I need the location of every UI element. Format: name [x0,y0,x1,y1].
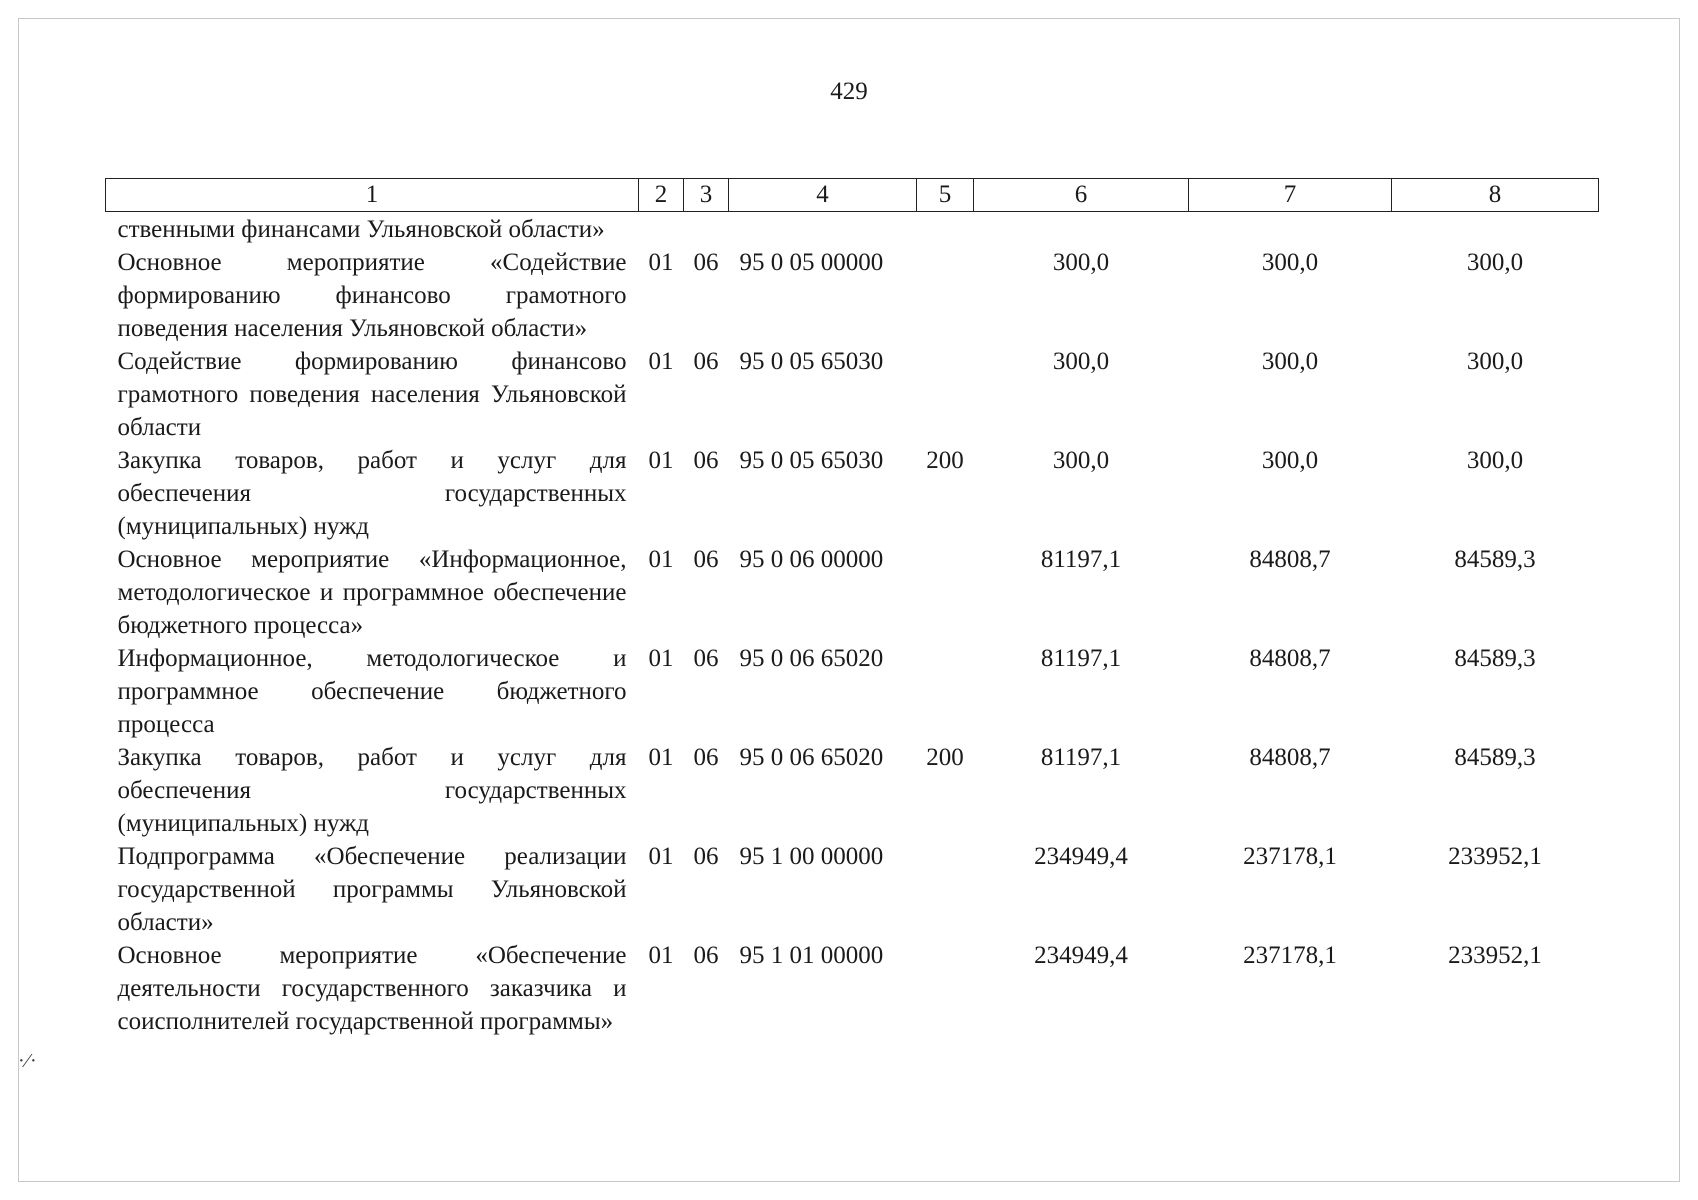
row-name: ственными финансами Ульяновской области» [117,216,605,243]
row-expense-type [917,840,974,939]
header-col-8: 8 [1392,179,1599,212]
row-name: Основное мероприятие «Обеспечение деятельности государственного заказчика и соисполнителей государственной программы» [117,942,627,1035]
row-subsection: 06 [693,447,719,474]
row-value-col6: 300,0 [1052,348,1110,375]
row-value-col6: 81197,1 [1040,546,1122,573]
header-col-3: 3 [684,179,729,212]
header-col-7: 7 [1189,179,1392,212]
row-subsection: 06 [693,843,719,870]
row-value-col7: 300,0 [1261,348,1319,375]
table-body [106,212,1599,1039]
row-section [639,212,684,247]
row-value-col8: 233952,1 [1448,942,1542,969]
budget-table [105,178,1599,1038]
row-target-code: 95 0 05 65030 [739,348,884,375]
row-subsection: 06 [693,645,719,672]
row-name: Подпрограмма «Обеспечение реализации государственной программы Ульяновской области» [117,843,627,936]
row-value-col6: 81197,1 [1040,645,1122,672]
table-row [106,212,1599,247]
row-value-col8: 84589,3 [1454,645,1536,672]
row-value-col8: 84589,3 [1454,546,1536,573]
header-col-4: 4 [729,179,917,212]
row-target-code: 95 0 05 65030 [739,447,884,474]
table-row [106,543,1599,642]
row-name: Основное мероприятие «Информационное, методологическое и программное обеспечение бюджетного процесса» [117,546,627,639]
row-value-col7: 300,0 [1261,447,1319,474]
page-number: 429 [830,78,868,105]
table-row [106,345,1599,444]
row-value-col6: 300,0 [1052,447,1110,474]
table-row [106,642,1599,741]
header-col-1: 1 [106,179,639,212]
row-expense-type [917,543,974,642]
row-target-code: 95 0 06 65020 [739,744,884,771]
row-value-col7 [1189,212,1392,247]
scan-artifact: ·⁄· [18,1050,38,1072]
row-section: 01 [648,942,674,969]
row-section: 01 [648,348,674,375]
row-target-code: 95 0 06 65020 [739,645,884,672]
row-target-code: 95 1 00 00000 [739,843,884,870]
table-header [106,179,1599,212]
row-section: 01 [648,744,674,771]
row-value-col8: 300,0 [1466,249,1524,276]
row-target-code: 95 1 01 00000 [739,942,884,969]
row-target-code: 95 0 06 00000 [739,546,884,573]
header-col-2: 2 [639,179,684,212]
row-expense-type [917,345,974,444]
row-subsection: 06 [693,744,719,771]
row-value-col6: 234949,4 [1034,843,1128,870]
row-subsection: 06 [693,348,719,375]
row-value-col7: 237178,1 [1243,942,1337,969]
row-name: Информационное, методологическое и программное обеспечение бюджетного процесса [117,645,627,738]
row-value-col8: 84589,3 [1454,744,1536,771]
row-value-col6: 81197,1 [1040,744,1122,771]
row-expense-type [917,939,974,1038]
row-section: 01 [648,249,674,276]
row-name: Основное мероприятие «Содействие формированию финансово грамотного поведения населения Ульяновской области» [117,249,627,342]
table-row [106,246,1599,345]
row-target-code: 95 0 05 00000 [739,249,884,276]
row-section: 01 [648,843,674,870]
row-expense-type: 200 [926,447,964,474]
row-value-col8 [1392,212,1599,247]
table-row [106,840,1599,939]
table-row [106,741,1599,840]
row-value-col8: 300,0 [1466,447,1524,474]
row-section: 01 [648,645,674,672]
row-value-col8: 233952,1 [1448,843,1542,870]
row-name: Закупка товаров, работ и услуг для обеспечения государственных (муниципальных) нужд [117,447,627,540]
header-col-6: 6 [974,179,1189,212]
table-row [106,939,1599,1038]
row-value-col6: 300,0 [1052,249,1110,276]
row-value-col6 [974,212,1189,247]
row-value-col7: 84808,7 [1249,744,1331,771]
row-value-col7: 237178,1 [1243,843,1337,870]
row-value-col7: 84808,7 [1249,546,1331,573]
header-col-5: 5 [917,179,974,212]
row-value-col7: 84808,7 [1249,645,1331,672]
row-subsection: 06 [693,249,719,276]
row-section: 01 [648,447,674,474]
row-subsection: 06 [693,942,719,969]
row-expense-type [917,212,974,247]
row-value-col6: 234949,4 [1034,942,1128,969]
row-subsection: 06 [693,546,719,573]
row-value-col8: 300,0 [1466,348,1524,375]
row-expense-type: 200 [926,744,964,771]
row-section: 01 [648,546,674,573]
row-expense-type [917,246,974,345]
row-value-col7: 300,0 [1261,249,1319,276]
row-name: Закупка товаров, работ и услуг для обеспечения государственных (муниципальных) нужд [117,744,627,837]
table-row [106,444,1599,543]
row-expense-type [917,642,974,741]
row-target-code [729,212,917,247]
row-name: Содействие формированию финансово грамотного поведения населения Ульяновской области [117,348,627,441]
row-subsection [684,212,729,247]
